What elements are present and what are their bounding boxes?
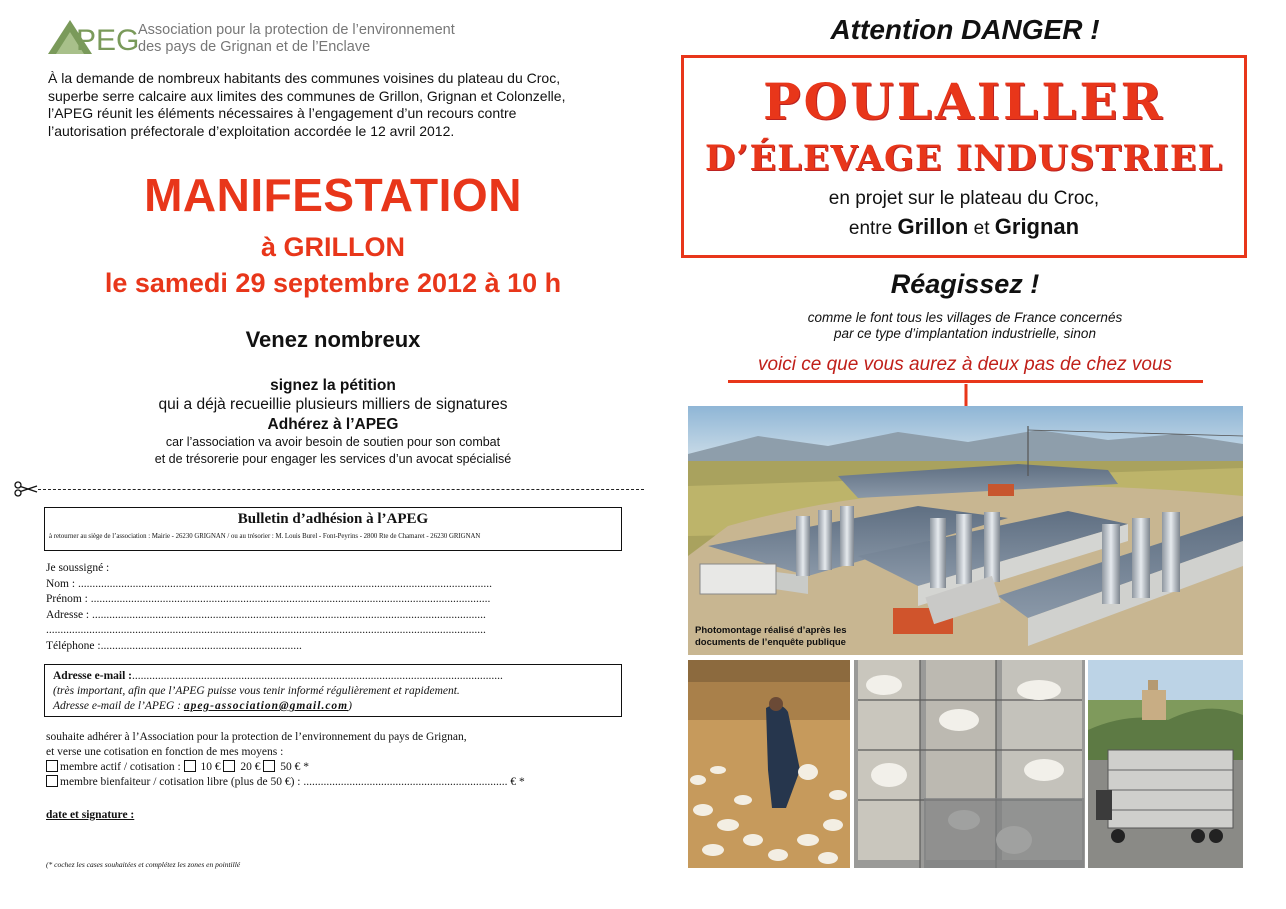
intro-line: superbe serre calcaire aux limites des communes de Grillon, Grignan et Colonzelle, [48,87,566,104]
footnote: (* cochez les cases souhaitées et complétez les zones en pointillé [46,860,241,869]
email-note: (très important, afin que l’APEG puisse vous tenir informé régulièrement et rapidement. [53,685,460,697]
poulailler-title: POULAILLER [762,72,1166,131]
cotisation-50-checkbox[interactable] [263,760,275,772]
email-label: Adresse e-mail : [53,670,132,682]
chicken-transport-truck-photo [1088,660,1243,868]
photo-caption [695,625,847,648]
membre-actif-checkbox[interactable] [46,760,58,772]
cotisation-section [46,730,525,790]
adresse-label: Adresse : [46,608,92,621]
apeg-email-prefix: Adresse e-mail de l’APEG : [53,700,184,712]
entre-line [684,214,1244,240]
prenom-field[interactable]: Prénom : ........................................................................................................................................... [46,593,491,605]
reagissez-heading: Réagissez ! [890,269,1040,299]
adherez-apeg: Adhérez à l’APEG [267,416,399,433]
nom-label: Nom : [46,577,78,590]
chicken-transport-truck-illustration [1088,660,1243,868]
association-name-line2: des pays de Grignan et de l’Enclave [138,39,371,55]
entre-word: entre [848,218,898,239]
poulailler-box [681,55,1247,258]
attention-danger-heading: Attention DANGER ! [830,14,1100,45]
apeg-email-line [53,700,352,712]
comme-line: comme le font tous les villages de France concernés [807,310,1123,325]
venez-nombreux-heading: Venez nombreux [245,327,421,352]
euro-star: € * [507,776,525,788]
signez-petition: signez la pétition [270,377,396,394]
photo-caption-line: documents de l’enquête publique [695,636,846,648]
voici-line: voici ce que vous aurez à deux pas de chez vous [757,354,1173,375]
membre-actif-row [46,760,525,775]
apeg-email-suffix: ) [348,700,352,712]
membre-actif-label: membre actif / cotisation : [60,761,184,773]
cut-line [38,489,644,490]
soutien-note: car l’association va avoir besoin de soutien pour son combat [165,435,501,449]
intro-paragraph [48,70,618,140]
bulletin-title: Bulletin d’adhésion à l’APEG [237,511,429,527]
chicken-farm-interior-photo [688,660,850,868]
voici-underline [728,380,1203,383]
elevage-industriel-title: D’ÉLEVAGE INDUSTRIEL [704,138,1224,179]
grignan-name: Grignan [994,214,1080,239]
souhaite-line: et verse une cotisation en fonction de mes moyens : [46,746,284,758]
intro-line: l’APEG réunit les éléments nécessaires à l’engagement d’un recours contre [48,105,517,121]
je-soussigne-label: Je soussigné : [46,562,110,574]
et-word: et [968,218,995,239]
date-signature-field[interactable]: date et signature : [46,809,135,821]
association-name-line1: Association pour la protection de l’environnement [138,22,455,38]
telephone-label: Téléphone : [46,639,101,652]
email-field[interactable]: Adresse e-mail :................................................................................................................................. [53,670,503,682]
photomontage-image [688,406,1243,655]
cotisation-20-checkbox[interactable] [223,760,235,772]
bulletin-return-address: à retourner au siège de l’association : Mairie - 26230 GRIGNAN / ou au trésorier : M. Louis Burel - Font-Peyrins - 2800 Rte de Chamaret - 26230 GRIGNAN [49,533,481,540]
membre-bienfaiteur-label: membre bienfaiteur / cotisation libre (plus de 50 €) : [60,776,304,788]
chickens-in-cages-photo [854,660,1085,868]
logo-text: PEG [76,24,140,57]
photo-caption-line: Photomontage réalisé d’après les [695,625,847,636]
intro-line: À la demande de nombreux habitants des communes voisines du plateau du Croc, [48,70,561,86]
adresse-field[interactable]: Adresse : ......................................................................................................................................... [46,608,486,621]
cotisation-10-label: 10 € [197,761,224,773]
grillon-name: Grillon [897,214,969,239]
call-to-action-block [0,376,666,468]
cotisation-50-label: 50 € * [277,761,309,773]
comme-note [680,310,1250,342]
apeg-logo [48,18,140,57]
manifestation-date: le samedi 29 septembre 2012 à 10 h [104,268,562,298]
cotisation-10-checkbox[interactable] [184,760,196,772]
membre-bienfaiteur-checkbox[interactable] [46,775,58,787]
cotisation-libre-field[interactable]: ....................................................................... [303,776,508,788]
petition-note: qui a déjà recueillie plusieurs milliers de signatures [158,396,508,413]
projet-line: en projet sur le plateau du Croc, [828,188,1100,209]
association-name [138,22,455,56]
membre-bienfaiteur-row [46,775,525,790]
photomontage-illustration [688,406,1243,655]
cotisation-20-label: 20 € [237,761,264,773]
membership-form [46,561,492,654]
chickens-in-cages-illustration [854,660,1085,868]
intro-line: l’autorisation préfectorale d’exploitation accordée le 12 avril 2012. [48,122,455,139]
tresorerie-note: et de trésorerie pour engager les services d’un avocat spécialisé [154,452,512,466]
bulletin-header-box [44,507,622,551]
souhaite-line: souhaite adhérer à l’Association pour la protection de l’environnement du pays de Grignan, [46,731,467,743]
manifestation-place: à GRILLON [260,232,405,262]
chicken-farm-interior-illustration [688,660,850,868]
manifestation-title: MANIFESTATION [144,169,522,221]
comme-line: par ce type d’implantation industrielle, sinon [834,326,1096,341]
adresse-field-continued[interactable]: ......................................................................................................................................................... [46,624,486,636]
nom-field[interactable]: Nom : ................................................................................................................................................ [46,577,492,590]
prenom-label: Prénom : [46,593,91,605]
telephone-field[interactable]: Téléphone :...................................................................... [46,639,302,652]
email-box [44,664,622,717]
scissors-icon [14,481,38,497]
apeg-email-address[interactable]: apeg-association@gmail.com [183,700,349,712]
